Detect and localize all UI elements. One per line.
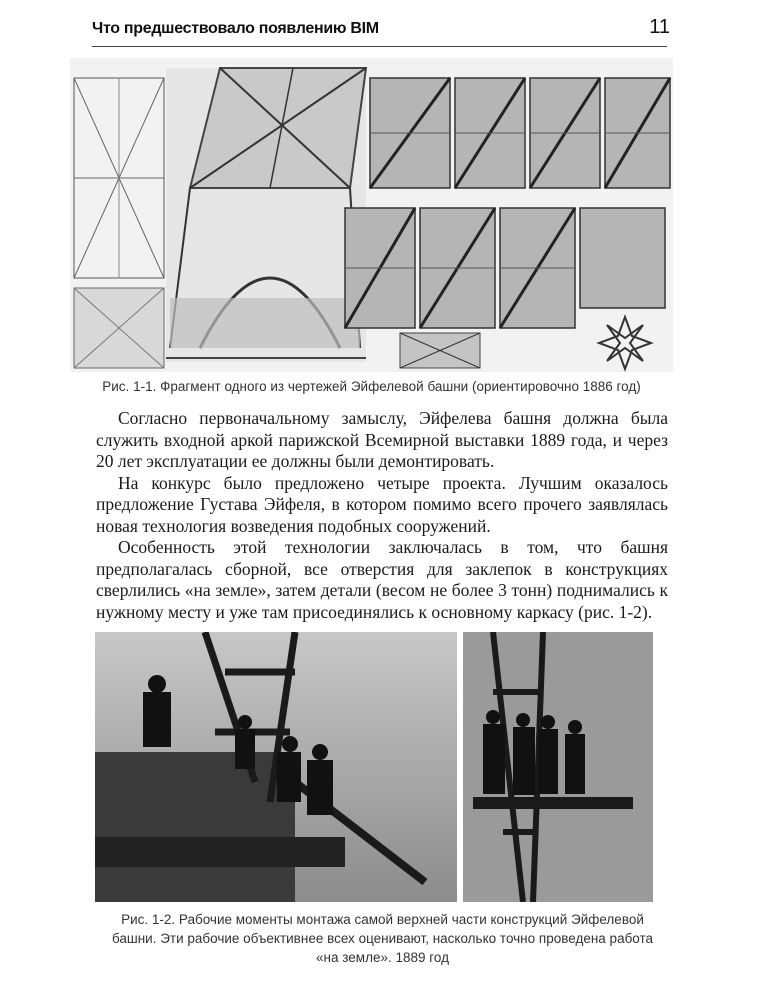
page-number: 11 <box>649 16 670 38</box>
page-header <box>92 16 682 46</box>
photo-workers-right <box>463 632 653 902</box>
header-rule <box>92 46 667 47</box>
running-title: Что предшествовало появлению BIM <box>92 20 379 37</box>
figure2-caption-line-2: башни. Эти рабочие объективнее всех оценивают, насколько точно проведена работа <box>111 931 654 946</box>
paragraph-3: Особенность этой технологии заключалась в том, что башня предполагалась сборной, все отверстия для заклепок в конструкциях сверлились «на земле», затем детали (весом не более 3 тонн) поднимались к нужному месту и уже там присоединялись к основному каркасу (рис. 1-2). <box>96 537 668 622</box>
eiffel-drawing-illustration <box>70 58 673 372</box>
paragraph-1: Согласно первоначальному замыслу, Эйфелева башня должна была служить входной аркой парижской Всемирной выставки 1889 года, и через 20 лет эксплуатации ее должны были демонтировать. <box>96 408 668 471</box>
figure2-caption-line-1: Рис. 1-2. Рабочие моменты монтажа самой верхней части конструкций Эйфелевой <box>121 912 644 927</box>
figure1-caption: Рис. 1-1. Фрагмент одного из чертежей Эйфелевой башни (ориентировочно 1886 год) <box>102 379 641 394</box>
body-text <box>96 408 668 623</box>
workers-photo-right-illustration <box>463 632 653 902</box>
paragraph-2: На конкурс было предложено четыре проекта. Лучшим оказалось предложение Густава Эйфеля, в котором помимо всего прочего заявлялась новая технология возведения подобных сооружений. <box>96 472 668 536</box>
figure2-caption-line-3: «на земле». 1889 год <box>316 950 449 965</box>
figure2-caption <box>80 910 685 967</box>
photo-workers-left <box>95 632 457 902</box>
workers-photo-left-illustration <box>95 632 457 902</box>
figure-eiffel-drawing <box>70 58 673 372</box>
